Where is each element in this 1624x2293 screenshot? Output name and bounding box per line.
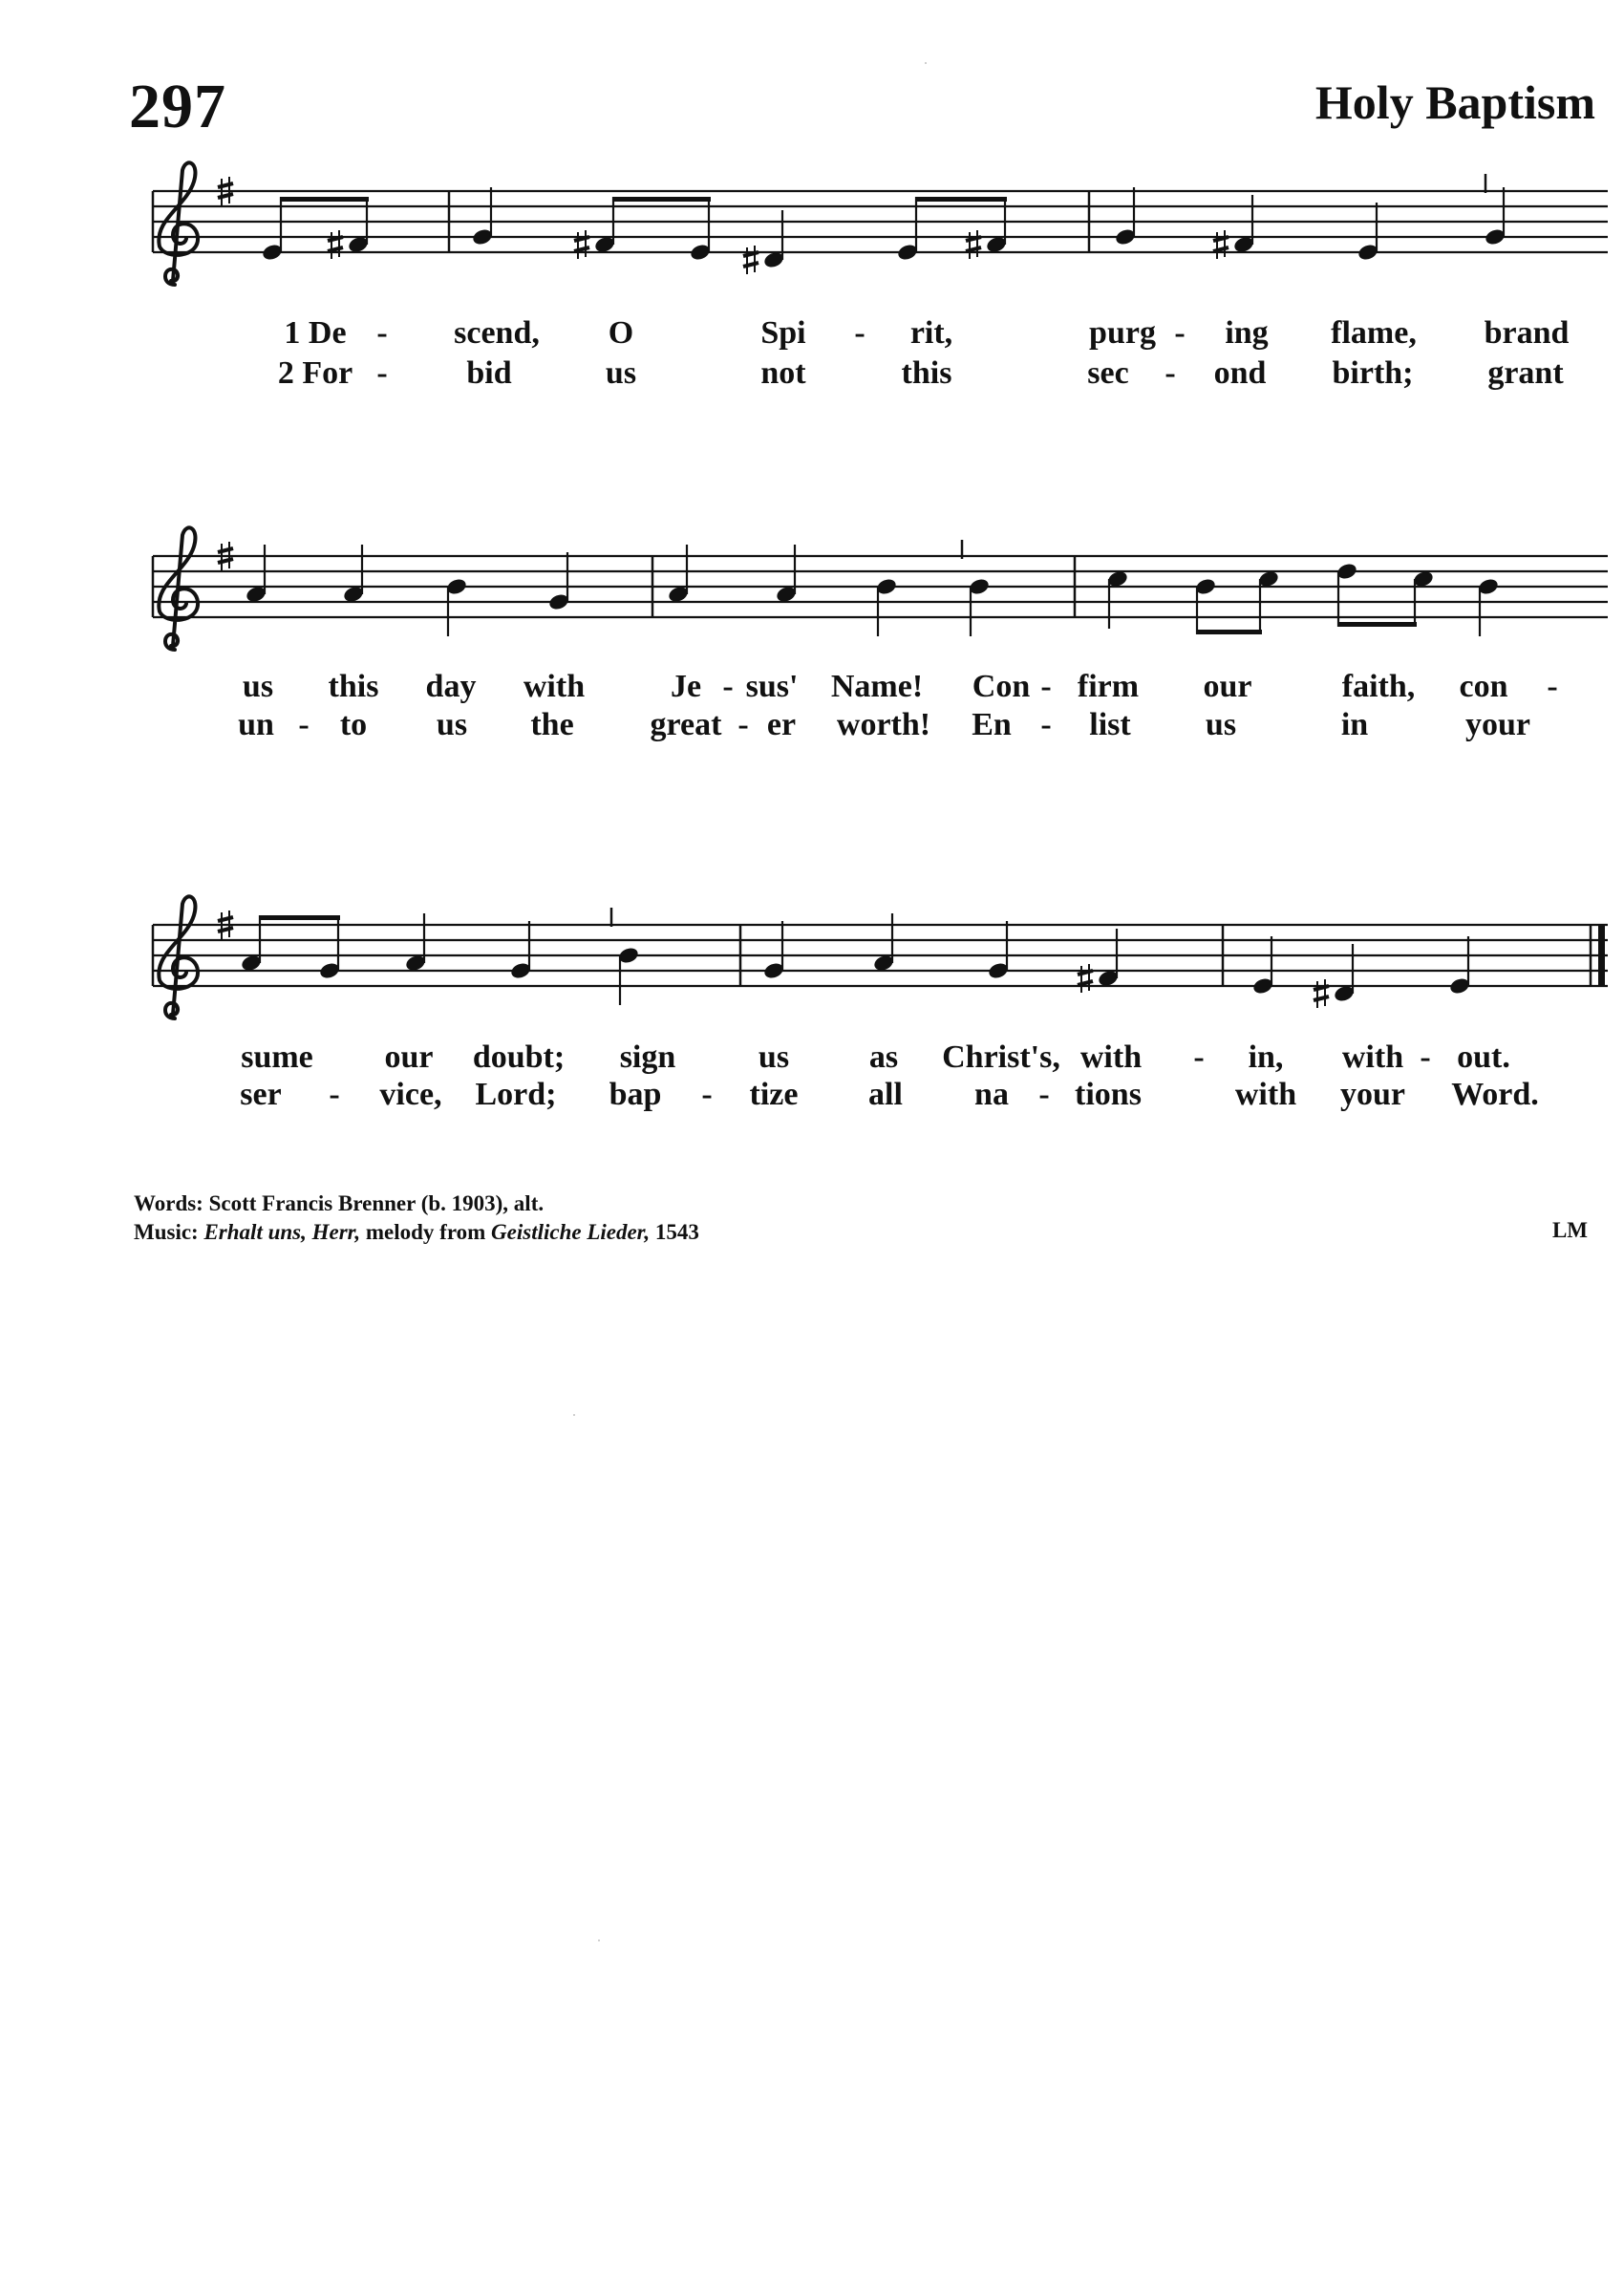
lyric-syllable: not bbox=[760, 355, 806, 391]
lyric-syllable: - bbox=[1040, 669, 1052, 704]
lyric-syllable: - bbox=[854, 315, 865, 351]
lyric-syllable: us bbox=[1205, 707, 1237, 742]
scan-speck bbox=[925, 62, 927, 64]
meter-label: LM bbox=[1551, 1218, 1588, 1242]
lyric-syllable: ing bbox=[1225, 315, 1269, 351]
lyric-syllable: - bbox=[1040, 707, 1052, 742]
scan-speck bbox=[598, 1939, 600, 1941]
lyric-syllable: - bbox=[376, 315, 388, 351]
lyric-syllable: sec bbox=[1087, 355, 1129, 391]
lyric-syllable: the bbox=[530, 707, 574, 742]
lyric-syllable: - bbox=[1420, 1039, 1431, 1075]
hymn-credits bbox=[134, 1189, 699, 1247]
staff-3 bbox=[0, 0, 1624, 1146]
lyric-syllable: doubt; bbox=[472, 1039, 566, 1075]
lyric-syllable: all bbox=[868, 1077, 903, 1112]
lyric-syllable: - bbox=[1174, 315, 1186, 351]
music-label: Music: bbox=[134, 1220, 199, 1244]
music-mid: melody from bbox=[360, 1220, 492, 1244]
lyric-syllable: with bbox=[1234, 1077, 1297, 1112]
lyric-syllable: sume bbox=[241, 1039, 313, 1075]
lyric-syllable: Spi bbox=[760, 315, 806, 351]
final-barline-thick bbox=[1598, 925, 1605, 986]
accidental-sharp-icon bbox=[1314, 979, 1329, 1008]
lyric-syllable: - bbox=[737, 707, 749, 742]
lyric-syllable: - bbox=[722, 669, 734, 704]
music-source: Geistliche Lieder, bbox=[491, 1220, 651, 1244]
lyric-syllable: with bbox=[1341, 1039, 1404, 1075]
lyric-syllable: bap bbox=[609, 1077, 662, 1112]
lyric-syllable: purg bbox=[1089, 315, 1156, 351]
lyric-syllable: in bbox=[1340, 707, 1369, 742]
lyric-syllable: faith, bbox=[1341, 669, 1416, 704]
lyric-syllable: our bbox=[384, 1039, 434, 1075]
lyric-syllable: us bbox=[605, 355, 637, 391]
section-title: Holy Baptism bbox=[1314, 75, 1595, 129]
lyric-syllable: con bbox=[1459, 669, 1508, 704]
lyric-syllable: with bbox=[523, 669, 586, 704]
lyric-syllable: Word. bbox=[1451, 1077, 1539, 1112]
words-credit bbox=[134, 1189, 699, 1218]
lyric-syllable: un bbox=[238, 707, 274, 742]
music-year: 1543 bbox=[650, 1220, 699, 1244]
lyric-syllable: grant bbox=[1487, 355, 1564, 391]
note-beam bbox=[260, 915, 340, 920]
lyric-syllable: En bbox=[972, 707, 1012, 742]
lyric-syllable: sus' bbox=[745, 669, 799, 704]
lyric-syllable: - bbox=[1193, 1039, 1205, 1075]
lyric-syllable: bid bbox=[466, 355, 512, 391]
lyric-syllable: rit, bbox=[909, 315, 953, 351]
lyric-syllable: - bbox=[1165, 355, 1176, 391]
lyric-syllable: to bbox=[339, 707, 368, 742]
lyric-syllable: out. bbox=[1457, 1039, 1510, 1075]
words-text: Scott Francis Brenner (b. 1903), alt. bbox=[208, 1191, 545, 1215]
lyric-syllable: - bbox=[376, 355, 388, 391]
lyric-syllable: sign bbox=[619, 1039, 676, 1075]
lyric-syllable: - bbox=[329, 1077, 340, 1112]
lyric-syllable: this bbox=[328, 669, 379, 704]
lyric-syllable: na bbox=[974, 1077, 1009, 1112]
lyric-syllable: - bbox=[1038, 1077, 1050, 1112]
lyric-syllable: - bbox=[701, 1077, 713, 1112]
lyric-syllable: ser bbox=[240, 1077, 282, 1112]
lyric-syllable: your bbox=[1465, 707, 1530, 742]
lyric-syllable: - bbox=[298, 707, 310, 742]
hymn-number: 297 bbox=[129, 72, 226, 141]
lyric-syllable: Lord; bbox=[475, 1077, 557, 1112]
music-tune: Erhalt uns, Herr, bbox=[203, 1220, 361, 1244]
lyric-syllable: in, bbox=[1248, 1039, 1284, 1075]
lyric-syllable: our bbox=[1203, 669, 1252, 704]
lyric-syllable: er bbox=[766, 707, 797, 742]
lyric-syllable: Name! bbox=[830, 669, 924, 704]
lyric-syllable: us bbox=[436, 707, 468, 742]
music-credit bbox=[134, 1218, 699, 1247]
lyric-syllable: us bbox=[758, 1039, 790, 1075]
lyric-syllable: firm bbox=[1077, 669, 1140, 704]
accidental-sharp-icon bbox=[1078, 964, 1093, 993]
lyric-syllable: brand bbox=[1484, 315, 1570, 351]
lyric-syllable: with bbox=[1079, 1039, 1143, 1075]
lyric-syllable: list bbox=[1089, 707, 1131, 742]
lyric-syllable: Je bbox=[670, 669, 702, 704]
lyric-syllable: vice, bbox=[379, 1077, 442, 1112]
lyric-syllable: Con bbox=[972, 669, 1031, 704]
lyric-syllable: as bbox=[868, 1039, 899, 1075]
lyric-syllable: this bbox=[901, 355, 952, 391]
lyric-syllable: 1 De bbox=[284, 315, 347, 351]
lyric-syllable: scend, bbox=[454, 315, 540, 351]
lyric-syllable: day bbox=[425, 669, 477, 704]
lyric-syllable: 2 For bbox=[277, 355, 353, 391]
lyric-syllable: your bbox=[1340, 1077, 1405, 1112]
lyric-syllable: worth! bbox=[836, 707, 931, 742]
lyric-syllable: ond bbox=[1213, 355, 1267, 391]
lyric-syllable: flame, bbox=[1331, 315, 1417, 351]
lyric-syllable: us bbox=[242, 669, 274, 704]
lyric-syllable: birth; bbox=[1332, 355, 1414, 391]
scan-speck bbox=[573, 1414, 575, 1416]
lyric-syllable: Christ's, bbox=[942, 1039, 1060, 1075]
treble-clef-icon bbox=[159, 896, 198, 1018]
lyric-syllable: tions bbox=[1075, 1077, 1142, 1112]
lyric-syllable: great bbox=[650, 707, 722, 742]
lyric-syllable: O bbox=[608, 315, 634, 351]
lyric-syllable: - bbox=[1547, 669, 1558, 704]
lyric-syllable: tize bbox=[749, 1077, 799, 1112]
words-label: Words: bbox=[134, 1191, 203, 1215]
